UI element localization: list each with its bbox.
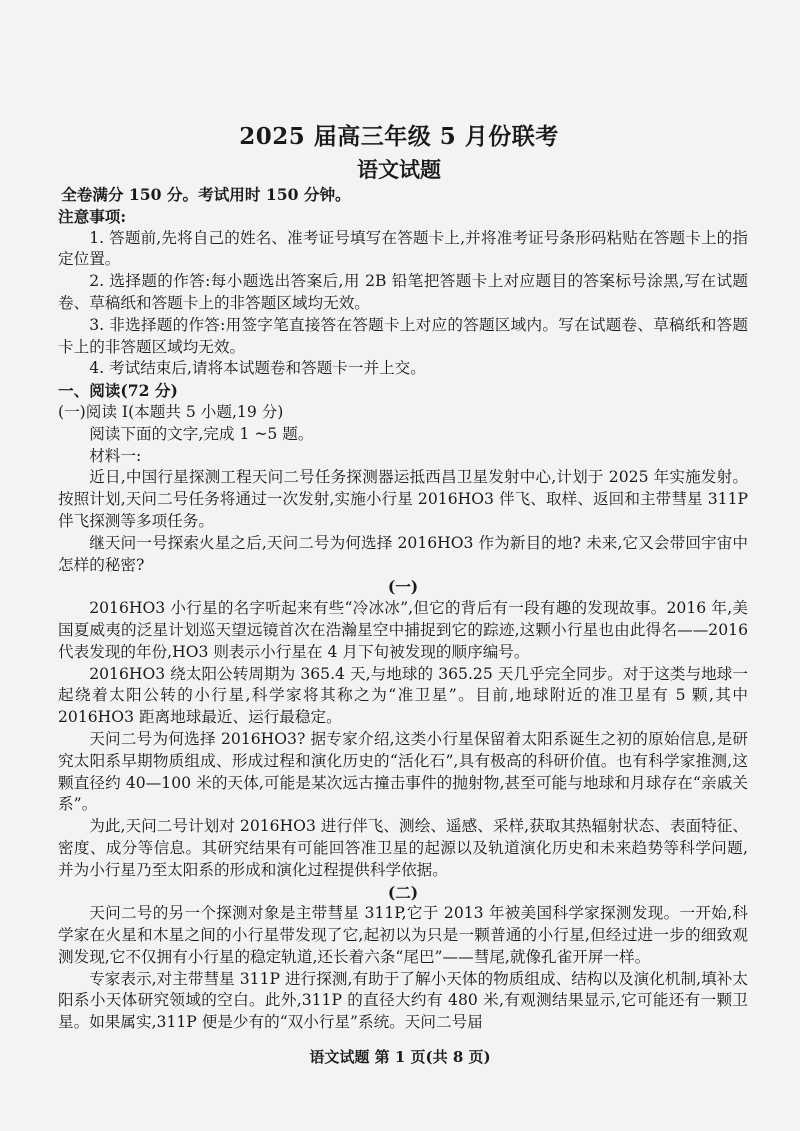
part-marker-1: (一) — [387, 577, 419, 597]
exam-subtitle: 语文试题 — [357, 157, 441, 182]
passage-paragraph: 天问二号为何选择 2016HO3? 据专家介绍,这类小行星保留着太阳系诞生之初的原始信息,是研究太阳系早期物质组成、形成过程和演化历史的“活化石”,具有极高的科研价值。也有科学家推测,这颗直径约 40—100 米的天体,可能是某次远古撞击事件的抛射物,甚至可能与地球和月球存在“亲戚关系”。 — [58, 729, 748, 814]
page-footer: 语文试题 第 1 页(共 8 页) — [309, 1048, 491, 1066]
note-item-3: 3. 非选择题的作答:用签字笔直接答在答题卡上对应的答题区域内。写在试题卷、草稿纸和答题卡上的非答题区域均无效。 — [58, 315, 748, 356]
sub-section-heading: (一)阅读 I(本题共 5 小题,19 分) — [58, 402, 284, 421]
passage-paragraph: 继天问一号探索火星之后,天问二号为何选择 2016HO3 作为新目的地? 未来,它又会带回宇宙中怎样的秘密? — [58, 533, 748, 574]
passage-paragraph: 2016HO3 小行星的名字听起来有些“冷冰冰”,但它的背后有一段有趣的发现故事。2016 年,美国夏威夷的泛星计划巡天望远镜首次在浩瀚星空中捕捉到它的踪迹,这颗小行星也由此得名——2016 代表发现的年份,HO3 则表示小行星在 4 月下旬被发现的顺序编号。 — [58, 599, 748, 661]
reading-instruction: 阅读下面的文字,完成 1 ~5 题。 — [89, 424, 314, 443]
passage-paragraph: 近日,中国行星探测工程天问二号任务探测器运抵西昌卫星发射中心,计划于 2025 年实施发射。按照计划,天问二号任务将通过一次发射,实施小行星 2016HO3 伴飞、取样、返回和主带彗星 311P 伴飞探测等多项任务。 — [58, 468, 748, 530]
exam-title: 2025 届高三年级 5 月份联考 — [239, 123, 559, 150]
part-marker-2: (二) — [387, 882, 419, 902]
section-heading: 一、阅读(72 分) — [58, 381, 178, 401]
score-line: 全卷满分 150 分。考试用时 150 分钟。 — [61, 185, 351, 204]
notes-heading: 注意事项: — [58, 206, 127, 226]
passage-paragraph: 2016HO3 绕太阳公转周期为 365.4 天,与地球的 365.25 天几乎完全同步。对于这类与地球一起绕着太阳公转的小行星,科学家将其称之为“准卫星”。目前,地球附近的准卫星有 5 颗,其中 2016HO3 距离地球最近、运行最稳定。 — [58, 664, 748, 727]
exam-body — [58, 184, 748, 1034]
passage-paragraph: 为此,天问二号计划对 2016HO3 进行伴飞、测绘、遥感、采样,获取其热辐射状态、表面特征、密度、成分等信息。其研究结果有可能回答准卫星的起源以及轨道演化历史和未来趋势等科学问题,并为小行星乃至太阳系的形成和演化过程提供科学依据。 — [58, 817, 748, 879]
material-label: 材料一: — [89, 446, 142, 465]
note-item-1: 1. 答题前,先将自己的姓名、准考证号填写在答题卡上,并将准考证号条形码粘贴在答题卡上的指定位置。 — [58, 228, 748, 269]
passage-paragraph: 专家表示,对主带彗星 311P 进行探测,有助于了解小天体的物质组成、结构以及演化机制,填补太阳系小天体研究领域的空白。此外,311P 的直径大约有 480 米,有观测结果显示,它可能还有一颗卫星。如果属实,311P 便是少有的“双小行星”系统。天问二号届 — [58, 969, 748, 1032]
note-item-2: 2. 选择题的作答:每小题选出答案后,用 2B 铅笔把答题卡上对应题目的答案标号涂黑,写在试题卷、草稿纸和答题卡上的非答题区域均无效。 — [58, 272, 748, 312]
passage-paragraph: 天问二号的另一个探测对象是主带彗星 311P,它于 2013 年被美国科学家探测发现。一开始,科学家在火星和木星之间的小行星带发现了它,起初以为只是一颗普通的小行星,但经过进一步的细致观测发现,它不仅拥有小行星的稳定轨道,还长着六条“尾巴”——彗尾,就像孔雀开屏一样。 — [58, 904, 748, 966]
note-item-4: 4. 考试结束后,请将本试题卷和答题卡一并上交。 — [89, 359, 426, 378]
